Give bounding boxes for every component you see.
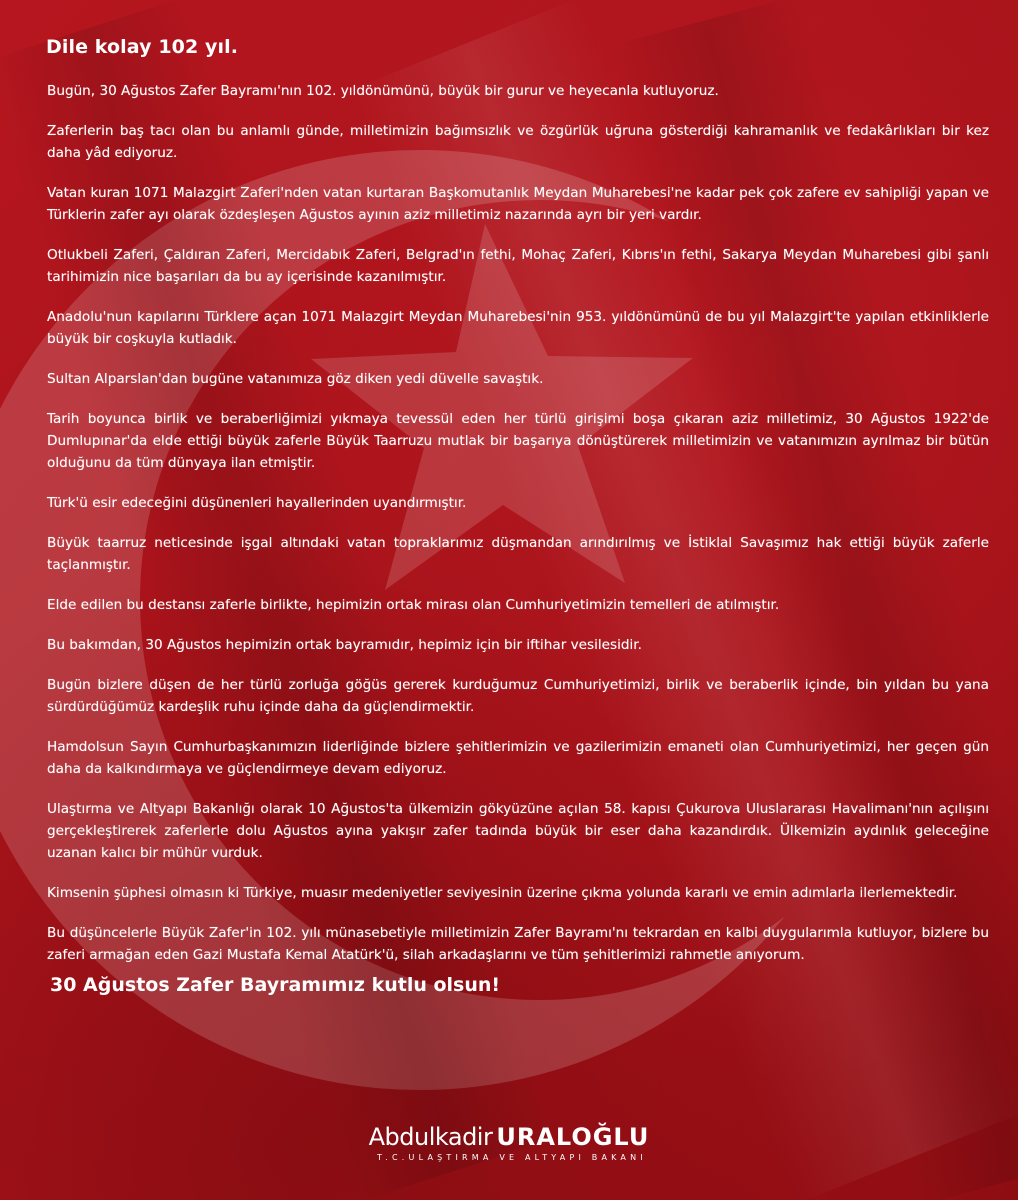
paragraph: Ulaştırma ve Altyapı Bakanlığı olarak 10 Ağustos'ta ülkemizin gökyüzüne açılan 58. kapısı Çukurova Uluslararası Havalimanı'nın açılışını gerçekleştirerek zaferlerle dolu Ağustos ayına yakışır zafer tadında büyük bir eser daha kazandırdık. Ülkemizin aydınlık geleceğine uzanan kalıcı bir mühür vurduk. <box>47 801 989 861</box>
paragraph: Kimsenin şüphesi olmasın ki Türkiye, muasır medeniyetler seviyesinin üzerine çıkma yolunda kararlı ve emin adımlarla ilerlemektedir. <box>47 885 958 901</box>
paragraph: Tarih boyunca birlik ve beraberliğimizi yıkmaya tevessül eden her türlü girişimi boşa çıkaran aziz milletimiz, 30 Ağustos 1922'de Dumlupınar'da elde ettiği büyük zaferle Büyük Taarruzu mutlak bir başarıya dönüştürerek milletimizin ve vatanımızın ayrılmaz bir bütün olduğunu da tüm dünyaya ilan etmiştir. <box>47 411 989 471</box>
signature-block <box>0 1122 1018 1162</box>
paragraph: Zaferlerin baş tacı olan bu anlamlı günde, milletimizin bağımsızlık ve özgürlük uğruna gösterdiği kahramanlık ve fedakârlıkları bir kez daha yâd ediyoruz. <box>47 123 989 161</box>
paragraph: Bugün bizlere düşen de her türlü zorluğa göğüs gererek kurduğumuz Cumhuriyetimizi, birlik ve beraberlik içinde, bin yıldan bu yana sürdürdüğümüz kardeşlik ruhu içinde daha da güçlendirmektir. <box>47 677 989 715</box>
signature-name <box>0 1122 1018 1152</box>
paragraph: Anadolu'nun kapılarını Türklere açan 1071 Malazgirt Meydan Muharebesi'nin 953. yıldönümünü de bu yıl Malazgirt'te yapılan etkinliklerle büyük bir coşkuyla kutladık. <box>47 309 989 347</box>
paragraph: Otlukbeli Zaferi, Çaldıran Zaferi, Mercidabık Zaferi, Belgrad'ın fethi, Mohaç Zaferi, Kıbrıs'ın fethi, Sakarya Meydan Muharebesi gibi şanlı tarihimizin nice başarıları da bu ay içerisinde kazanılmıştır. <box>47 247 989 285</box>
signature-first-name: Abdulkadir <box>368 1123 493 1151</box>
signature-title: T.C.ULAŞTIRMA VE ALTYAPI BAKANI <box>377 1153 647 1162</box>
signature-last-name: URALOĞLU <box>496 1123 650 1151</box>
paragraph: Bu bakımdan, 30 Ağustos hepimizin ortak bayramıdır, hepimiz için bir iftihar vesilesidir. <box>47 637 642 653</box>
letter-body <box>47 34 989 998</box>
paragraph: Vatan kuran 1071 Malazgirt Zaferi'nden vatan kurtaran Başkomutanlık Meydan Muharebesi'ne kadar pek çok zafere ev sahipliği yapan ve Türklerin zafer ayı olarak özdeşleşen Ağustos ayının aziz milletimiz nazarında ayrı bir yeri vardır. <box>47 185 989 223</box>
paragraph: Büyük taarruz neticesinde işgal altındaki vatan topraklarımız düşmandan arındırılmış ve İstiklal Savaşımız hak ettiği büyük zaferle taçlanmıştır. <box>47 535 989 573</box>
paragraph: Elde edilen bu destansı zaferle birlikte, hepimizin ortak mirası olan Cumhuriyetimizin temelleri de atılmıştır. <box>47 597 780 613</box>
paragraph: Türk'ü esir edeceğini düşünenleri hayallerinden uyandırmıştır. <box>47 495 467 511</box>
paragraph: Bu düşüncelerle Büyük Zafer'in 102. yılı münasebetiyle milletimizin Zafer Bayramı'nı tekrardan en kalbi duygularımla kutluyor, bizlere bu zaferi armağan eden Gazi Mustafa Kemal Atatürk'ü, silah arkadaşlarını ve tüm şehitlerimizi rahmetle anıyorum. <box>47 925 989 963</box>
paragraph: Hamdolsun Sayın Cumhurbaşkanımızın liderliğinde bizlere şehitlerimizin ve gazilerimizin emaneti olan Cumhuriyetimizi, her geçen gün daha da kalkındırmaya ve güçlendirmeye devam ediyoruz. <box>47 739 989 777</box>
paragraph: Sultan Alparslan'dan bugüne vatanımıza göz diken yedi düvelle savaştık. <box>47 371 544 387</box>
headline: Dile kolay 102 yıl. <box>46 36 239 58</box>
closing-line: 30 Ağustos Zafer Bayramımız kutlu olsun! <box>50 974 501 996</box>
paragraph: Bugün, 30 Ağustos Zafer Bayramı'nın 102. yıldönümünü, büyük bir gurur ve heyecanla kutluyoruz. <box>47 83 719 99</box>
